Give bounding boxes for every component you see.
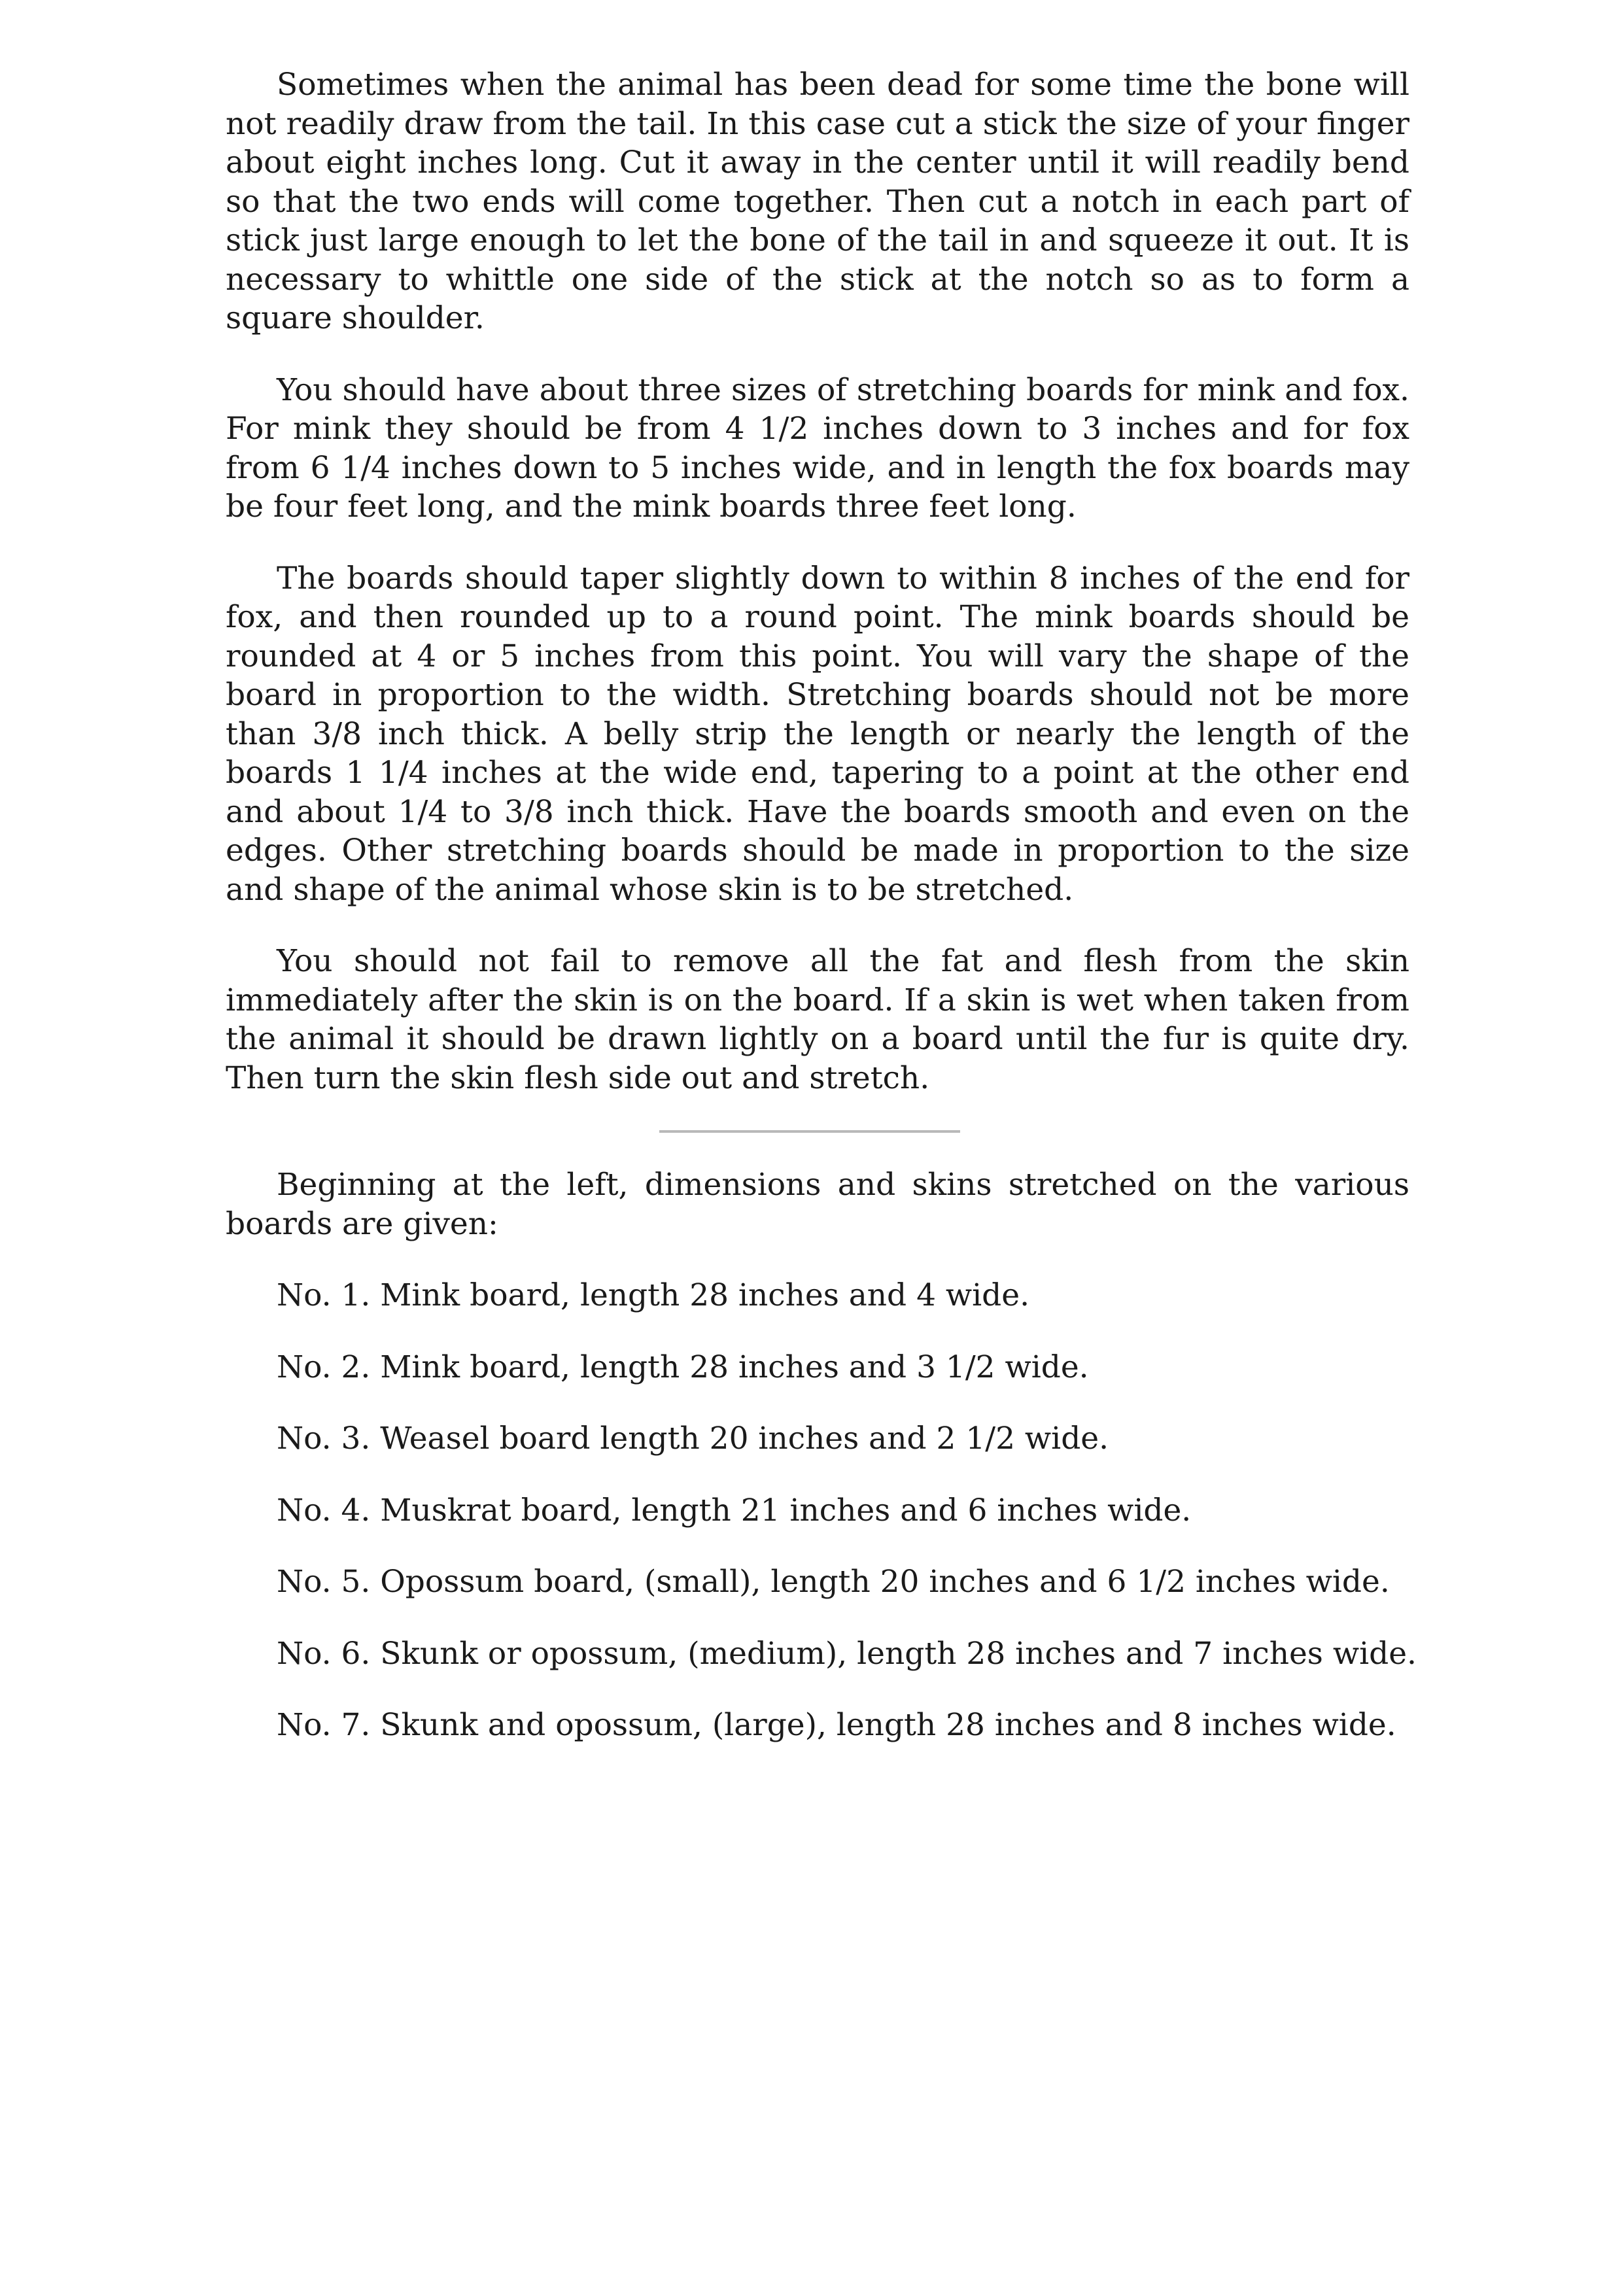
board-item-2: No. 2. Mink board, length 28 inches and 3 1/2 wide. xyxy=(277,1349,1089,1385)
board-item-4: No. 4. Muskrat board, length 21 inches and 6 inches wide. xyxy=(277,1492,1192,1528)
document-page xyxy=(226,65,1417,1778)
board-item-5: No. 5. Opossum board, (small), length 20 inches and 6 1/2 inches wide. xyxy=(277,1564,1390,1600)
paragraph-tail-bone: Sometimes when the animal has been dead for some time the bone will not readily draw from the tail. In this case cut a stick the size of your finger about eight inches long. Cut it away in the center until it will readily bend so that the two ends will come together. Then cut a notch in each part of stick just large enough to let the bone of the tail in and squeeze it out. It is necessary to whittle one side of the stick at the notch so as to form a square shoulder. xyxy=(226,67,1409,336)
section-divider xyxy=(659,1130,960,1133)
board-item-1: No. 1. Mink board, length 28 inches and 4 wide. xyxy=(277,1277,1030,1313)
paragraph-board-sizes: You should have about three sizes of stretching boards for mink and fox. For mink they should be from 4 1/2 inches down to 3 inches and for fox from 6 1/4 inches down to 5 inches wide, and in length the fox boards may be four feet long, and the mink boards three feet long. xyxy=(226,371,1409,525)
board-list xyxy=(226,1276,1417,1745)
board-item-7: No. 7. Skunk and opossum, (large), length 28 inches and 8 inches wide. xyxy=(277,1707,1396,1743)
boards-intro: Beginning at the left, dimensions and skins stretched on the various boards are given: xyxy=(226,1167,1409,1242)
board-item-3: No. 3. Weasel board length 20 inches and 2 1/2 wide. xyxy=(277,1421,1109,1457)
paragraph-board-shape: The boards should taper slightly down to within 8 inches of the end for fox, and then rounded up to a round point. The mink boards should be rounded at 4 or 5 inches from this point. You will vary the shape of the board in proportion to the width. Stretching boards should not be more than 3/8 inch thick. A belly strip the length or nearly the length of the boards 1 1/4 inches at the wide end, tapering to a point at the other end and about 1/4 to 3/8 inch thick. Have the boards smooth and even on the edges. Other stretching boards should be made in proportion to the size and shape of the animal whose skin is to be stretched. xyxy=(226,560,1409,908)
board-item-6: No. 6. Skunk or opossum, (medium), length 28 inches and 7 inches wide. xyxy=(277,1635,1417,1672)
paragraph-fat-removal: You should not fail to remove all the fat and flesh from the skin immediately after the skin is on the board. If a skin is wet when taken from the animal it should be drawn lightly on a board until the fur is quite dry. Then turn the skin flesh side out and stretch. xyxy=(226,943,1409,1096)
